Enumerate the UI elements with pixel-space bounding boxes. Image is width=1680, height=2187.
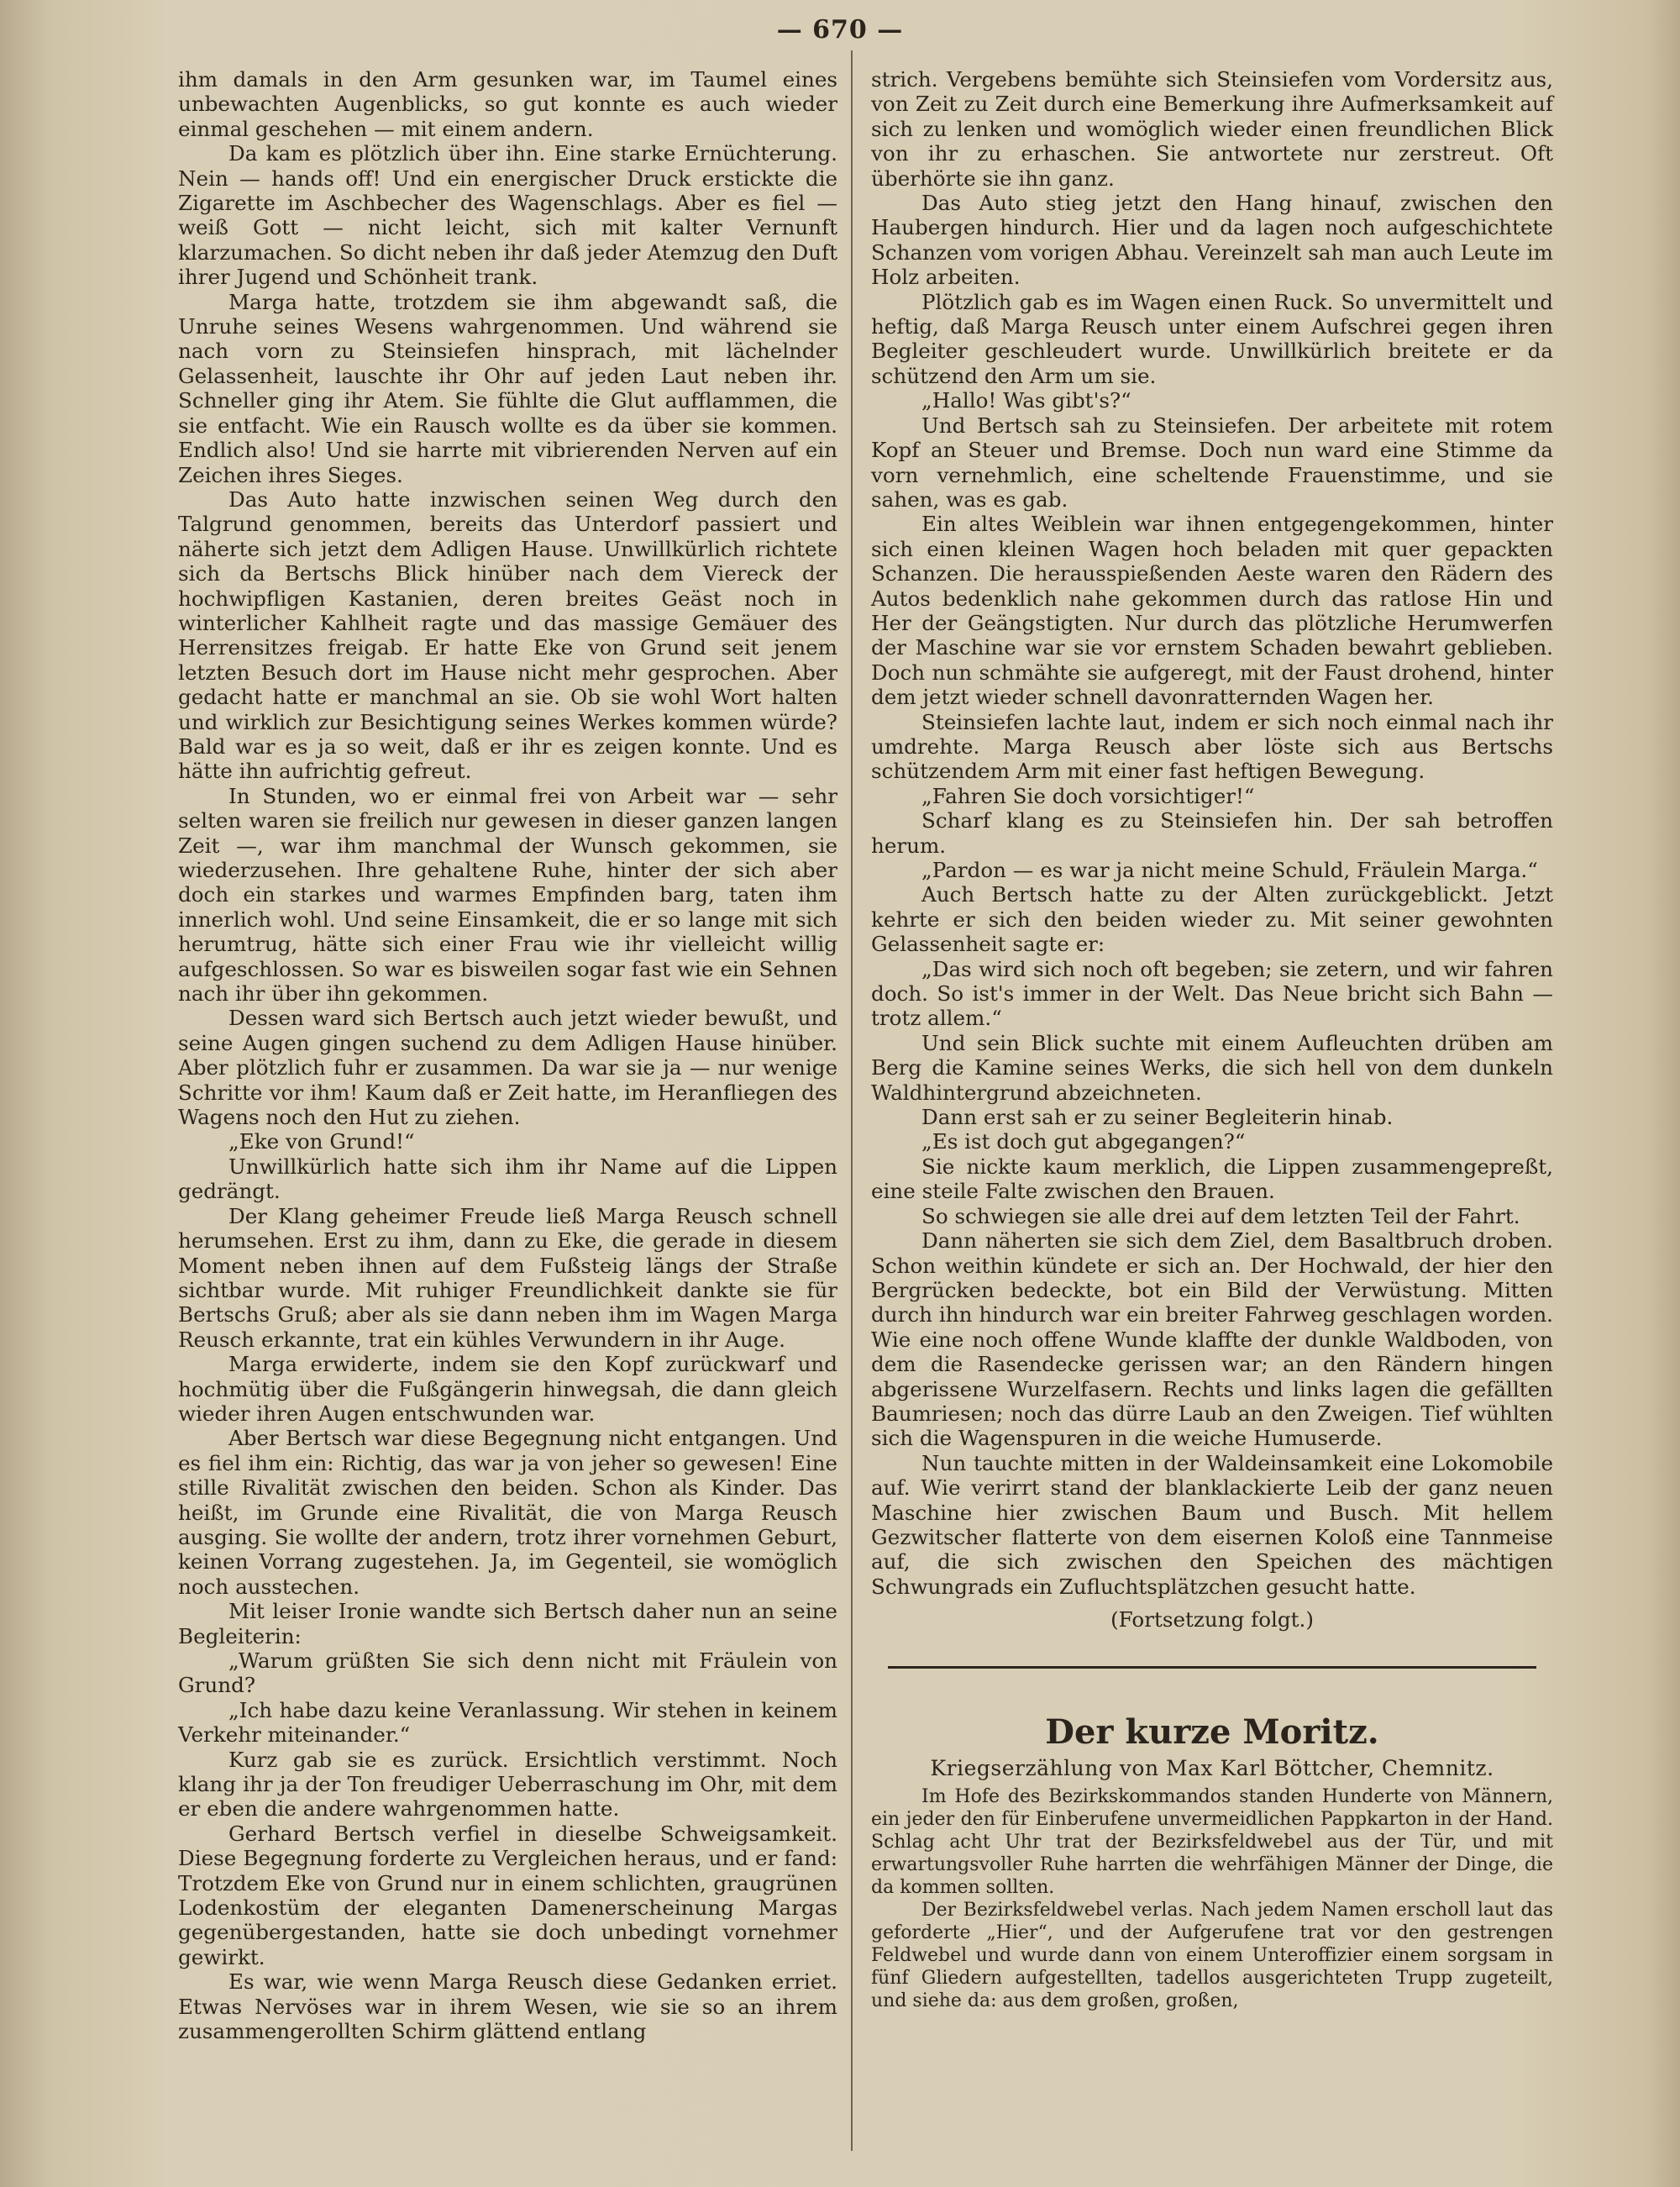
paragraph: Auch Bertsch hatte zu der Alten zurückgeblickt. Jetzt kehrte er sich den beiden wieder zu. Mit seiner gewohnten Gelassenheit sagte er: [871,882,1553,957]
story-paragraph: Im Hofe des Bezirkskommandos standen Hunderte von Männern, ein jeder den für Einberufene unvermeidlichen Pappkarton in der Hand. Schlag acht Uhr trat der Bezirksfeldwebel aus der Tür, und mit erwartungsvoller Ruhe harrten die wehrfähigen Männer der Dinge, die da kommen sollten. [871,1786,1553,1898]
paragraph: „Das wird sich noch oft begeben; sie zetern, und wir fahren doch. So ist's immer in der Welt. Das Neue bricht sich Bahn — trotz allem.“ [871,956,1553,1031]
paragraph: „Hallo! Was gibt's?“ [921,388,1131,413]
section-rule [888,1666,1536,1669]
right-column-text [871,67,1553,1599]
paragraph: Kurz gab sie es zurück. Ersichtlich verstimmt. Noch klang ihr ja der Ton freudiger Ueberraschung im Ohr, mit dem er eben die andere wahrgenommen hatte. [178,1747,837,1822]
paragraph: Aber Bertsch war diese Begegnung nicht entgangen. Und es fiel ihm ein: Richtig, das war ja von jeher so gewesen! Eine stille Rivalität zwischen den beiden. Schon als Kinder. Das heißt, im Grunde eine Rivalität, die von Marga Reusch ausging. Sie wollte der andern, trotz ihrer vornehmen Geburt, keinen Vorrang zugestehen. Ja, im Gegenteil, sie womöglich noch ausstechen. [178,1426,837,1599]
paragraph: Und Bertsch sah zu Steinsiefen. Der arbeitete mit rotem Kopf an Steuer und Bremse. Doch nun ward eine Stimme da vorn vernehmlich, eine scheltende Frauenstimme, und sie sahen, was es gab. [871,413,1553,512]
paragraph: Da kam es plötzlich über ihn. Eine starke Ernüchterung. Nein — hands off! Und ein energischer Druck erstickte die Zigarette im Aschbecher des Wagenschlags. Aber es fiel — weiß Gott — nicht leicht, sich mit kalter Vernunft klarzumachen. So dicht neben ihr daß jeder Atemzug den Duft ihrer Jugend und Schönheit trank. [178,141,837,290]
paragraph: So schwiegen sie alle drei auf dem letzten Teil der Fahrt. [921,1203,1520,1228]
paragraph: strich. Vergebens bemühte sich Steinsiefen vom Vordersitz aus, von Zeit zu Zeit durch eine Bemerkung ihre Aufmerksamkeit auf sich zu lenken und womöglich wieder einen freundlichen Blick von ihr zu erhaschen. Sie antwortete nur zerstreut. Oft überhörte sie ihn ganz. [871,67,1553,191]
paragraph: Unwillkürlich hatte sich ihm ihr Name auf die Lippen gedrängt. [178,1154,837,1204]
left-column [178,67,837,2044]
paragraph: Und sein Blick suchte mit einem Aufleuchten drüben am Berg die Kamine seines Werks, die sich hell von dem dunkeln Waldhintergrund abzeichneten. [871,1030,1553,1105]
paragraph: ihm damals in den Arm gesunken war, im Taumel eines unbewachten Augenblicks, so gut konnte es auch wieder einmal geschehen — mit einem andern. [178,67,837,141]
paragraph: Das Auto stieg jetzt den Hang hinauf, zwischen den Haubergen hindurch. Hier und da lagen noch aufgeschichtete Schanzen vom vorigen Abhau. Vereinzelt sah man auch Leute im Holz arbeiten. [871,191,1553,290]
paragraph: Ein altes Weiblein war ihnen entgegengekommen, hinter sich einen kleinen Wagen hoch beladen mit quer gepackten Schanzen. Die herausspießenden Aeste waren den Rädern des Autos bedenklich nahe gekommen durch das ratlose Hin und Her der Geängstigten. Nur durch das plötzliche Herumwerfen der Maschine war sie vor ernstem Schaden bewahrt geblieben. Doch nun schmähte sie aufgeregt, mit der Faust drohend, hinter dem jetzt wieder schnell davonratternden Wagen her. [871,512,1553,710]
paragraph: Plötzlich gab es im Wagen einen Ruck. So unvermittelt und heftig, daß Marga Reusch unter einem Aufschrei gegen ihren Begleiter geschleudert wurde. Unwillkürlich breitete er da schützend den Arm um sie. [871,289,1553,388]
paragraph: Mit leiser Ironie wandte sich Bertsch daher nun an seine Begleiterin: [178,1599,837,1648]
paragraph: Dann erst sah er zu seiner Begleiterin hinab. [921,1105,1394,1130]
paragraph: Es war, wie wenn Marga Reusch diese Gedanken erriet. Etwas Nervöses war in ihrem Wesen, wie sie so an ihrem zusammengerollten Schirm glättend entlang [178,1969,837,2044]
paragraph: In Stunden, wo er einmal frei von Arbeit war — sehr selten waren sie freilich nur gewesen in dieser ganzen langen Zeit —, war ihm manchmal der Wunsch gekommen, sie wiederzusehen. Ihre gehaltene Ruhe, hinter der sich aber doch ein starkes und warmes Empfinden barg, taten ihm innerlich wohl. Und seine Einsamkeit, die er so lange mit sich herumtrug, hätte sich einer Frau wie ihr vielleicht willig aufgeschlossen. So war es bisweilen sogar fast wie ein Sehnen nach ihr über ihn gekommen. [178,783,837,1007]
paragraph: Nun tauchte mitten in der Waldeinsamkeit eine Lokomobile auf. Wie verirrt stand der blanklackierte Leib der ganz neuen Maschine hier zwischen Baum und Busch. Mit hellem Gezwitscher flatterte von dem eisernen Koloß eine Tannmeise auf, die sich zwischen den Speichen des mächtigen Schwungrads ein Zufluchtsplätzchen gesucht hatte. [871,1450,1553,1599]
paragraph: Gerhard Bertsch verfiel in dieselbe Schweigsamkeit. Diese Begegnung forderte zu Vergleichen heraus, und er fand: Trotzdem Eke von Grund nur in einem schlichten, graugrünen Lodenkostüm der eleganten Damenerscheinung Margas gegenübergestanden, hatte sie doch unbedingt vornehmer gewirkt. [178,1821,837,1969]
paragraph: „Eke von Grund!“ [228,1129,415,1154]
paragraph: „Warum grüßten Sie sich denn nicht mit Fräulein von Grund? [178,1648,837,1698]
paragraph: Dann näherten sie sich dem Ziel, dem Basaltbruch droben. Schon weithin kündete er sich an. Der Hochwald, der hier den Bergrücken bedeckte, bot ein Bild der Verwüstung. Mitten durch ihn hindurch war ein breiter Fahrweg geschlagen worden. Wie eine noch offene Wunde klaffte der dunkle Waldboden, von dem die Rasendecke gerissen war; an den Rändern hingen abgerissene Wurzelfasern. Rechts und links lagen die gefällten Baumriesen; noch das dürre Laub an den Zweigen. Tief wühlten sich die Wagenspuren in die weiche Humuserde. [871,1228,1553,1451]
paragraph: „Ich habe dazu keine Veranlassung. Wir stehen in keinem Verkehr miteinander.“ [178,1697,837,1748]
paragraph: Steinsiefen lachte laut, indem er sich noch einmal nach ihr umdrehte. Marga Reusch aber löste sich aus Bertschs schützendem Arm mit einer fast heftigen Bewegung. [871,709,1553,784]
story-paragraph: Der Bezirksfeldwebel verlas. Nach jedem Namen erscholl laut das geforderte „Hier“, und der Aufgerufene trat vor den gestrengen Feldwebel und wurde dann von einem Unteroffizier einem sorgsam in fünf Gliedern aufgestellten, tadellos ausgerichteten Trupp zugeteilt, und siehe da: aus dem großen, großen, [871,1900,1553,2011]
paragraph: Dessen ward sich Bertsch auch jetzt wieder bewußt, und seine Augen gingen suchend zu dem Adligen Hause hinüber. Aber plötzlich fuhr er zusammen. Da war sie ja — nur wenige Schritte vor ihm! Kaum daß er Zeit hatte, im Heranfliegen des Wagens noch den Hut zu ziehen. [178,1006,837,1130]
paragraph: Sie nickte kaum merklich, die Lippen zusammengepreßt, eine steile Falte zwischen den Brauen. [871,1154,1553,1204]
story-subtitle: Kriegserzählung von Max Karl Böttcher, Chemnitz. [930,1755,1494,1780]
paragraph: Der Klang geheimer Freude ließ Marga Reusch schnell herumsehen. Erst zu ihm, dann zu Eke, die gerade in diesem Moment neben ihnen auf dem Fußsteig längs der Straße sichtbar wurde. Mit ruhiger Freundlichkeit dankte sie für Bertschs Gruß; aber als sie dann neben ihm im Wagen Marga Reusch erkannte, trat ein kühles Verwundern in ihr Auge. [178,1203,837,1352]
paragraph: „Es ist doch gut abgegangen?“ [921,1129,1246,1154]
story-title: Der kurze Moritz. [1045,1711,1379,1752]
column-divider [851,50,853,2151]
story-text [871,1785,1553,2012]
paragraph: „Pardon — es war ja nicht meine Schuld, Fräulein Marga.“ [921,858,1538,882]
continued-note: (Fortsetzung folgt.) [1110,1607,1314,1632]
paragraph: „Fahren Sie doch vorsichtiger!“ [921,783,1255,808]
paragraph: Marga erwiderte, indem sie den Kopf zurückwarf und hochmütig über die Fußgängerin hinwegsah, die dann gleich wieder ihren Augen entschwunden war. [178,1352,837,1426]
right-column [871,67,1553,2012]
paragraph: Marga hatte, trotzdem sie ihm abgewandt saß, die Unruhe seines Wesens wahrgenommen. Und während sie nach vorn zu Steinsiefen hinsprach, mit lächelnder Gelassenheit, lauschte ihr Ohr auf jeden Laut neben ihr. Schneller ging ihr Atem. Sie fühlte die Glut aufflammen, die sie entfacht. Wie ein Rausch wollte es da über sie kommen. Endlich also! Und sie harrte mit vibrierenden Nerven auf ein Zeichen ihres Sieges. [178,289,837,487]
page-number: — 670 — [776,15,904,45]
paragraph: Das Auto hatte inzwischen seinen Weg durch den Talgrund genommen, bereits das Unterdorf passiert und näherte sich jetzt dem Adligen Hause. Unwillkürlich richtete sich da Bertschs Blick hinüber nach dem Viereck der hochwipfligen Kastanien, deren breites Geäst noch in winterlicher Kahlheit ragte und das massige Gemäuer des Herrensitzes freigab. Er hatte Eke von Grund seit jenem letzten Besuch dort im Hause nicht mehr gesprochen. Aber gedacht hatte er manchmal an sie. Ob sie wohl Wort halten und wirklich zur Besichtigung seines Werkes kommen würde? Bald war es ja so weit, daß er ihr es zeigen konnte. Und es hätte ihn aufrichtig gefreut. [178,486,837,784]
paragraph: Scharf klang es zu Steinsiefen hin. Der sah betroffen herum. [871,808,1553,858]
